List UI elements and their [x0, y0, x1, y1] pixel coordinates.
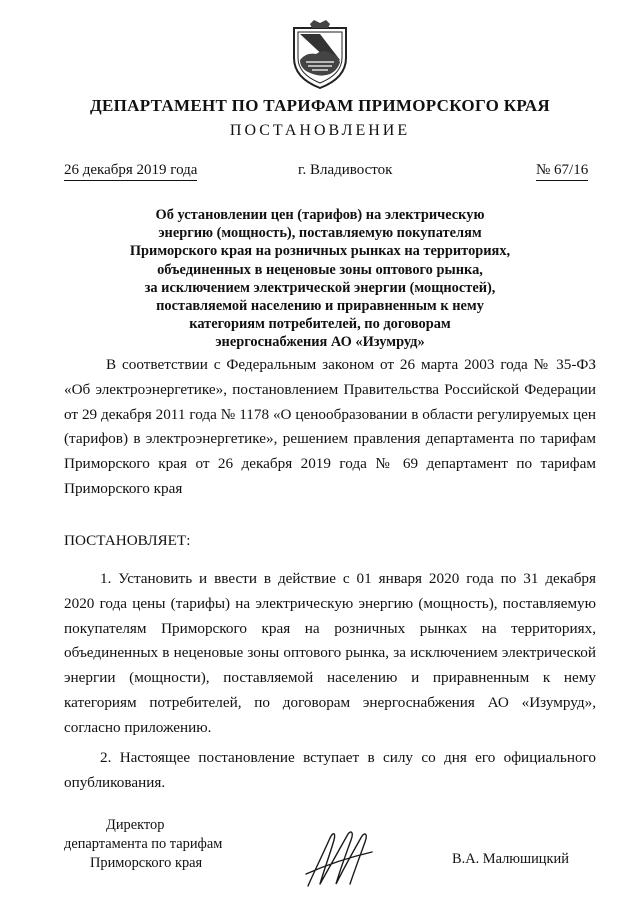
- subject-line: Приморского края на розничных рынках на территориях,: [129, 243, 511, 260]
- paragraph-line: согласно приложению.: [64, 718, 212, 736]
- paragraph-line: В соответствии с Федеральным законом от 26 марта 2003 года № 35-ФЗ: [106, 356, 596, 373]
- document-number: № 67/16: [536, 162, 588, 181]
- signatory-title-line: департамента по тарифам: [64, 836, 223, 852]
- paragraph-line: 1. Установить и ввести в действие с 01 января 2020 года по 31 декабря: [100, 570, 596, 587]
- paragraph-line: Приморского края: [64, 479, 183, 497]
- paragraph-line: объединенных в неценовые зоны оптового рынка, за исключением электрической: [64, 644, 596, 662]
- paragraph-line: энергии (мощности), поставляемой населению и приравненным к нему: [64, 669, 596, 687]
- paragraph-line: 2020 года цены (тарифы) на электрическую энергию (мощность), поставляемую: [64, 594, 596, 612]
- resolution-item-1: [64, 567, 596, 741]
- paragraph-line: от 29 декабря 2011 года № 1178 «О ценообразовании в области регулируемых цен: [64, 405, 596, 423]
- paragraph-line: опубликования.: [64, 773, 166, 791]
- department-title: ДЕПАРТАМЕНТ ПО ТАРИФАМ ПРИМОРСКОГО КРАЯ: [89, 96, 551, 115]
- signatory-title: [64, 816, 244, 873]
- coat-of-arms-icon: [288, 18, 352, 90]
- paragraph-line: (тарифов) в электроэнергетике», решением правления департамента по тарифам: [64, 430, 596, 448]
- subject-line: категориям потребителей, по договорам: [189, 316, 451, 333]
- preamble-paragraph: [64, 353, 596, 502]
- handwritten-signature-icon: [300, 826, 380, 892]
- paragraph-line: Приморского края от 26 декабря 2019 года № 69 департамент по тарифам: [64, 455, 596, 473]
- resolves-heading: ПОСТАНОВЛЯЕТ:: [64, 532, 191, 549]
- document-date: 26 декабря 2019 года: [64, 162, 197, 181]
- resolution-item-2: [64, 746, 596, 796]
- subject-line: энергию (мощность), поставляемую покупателям: [158, 225, 482, 242]
- subject-line: за исключением электрической энергии (мощностей),: [144, 279, 496, 296]
- signatory-name: В.А. Малюшицкий: [452, 851, 569, 867]
- subject-line: поставляемой населению и приравненным к нему: [156, 298, 484, 315]
- document-type: ПОСТАНОВЛЕНИЕ: [229, 122, 411, 139]
- document-subject: [110, 206, 530, 352]
- document-city: г. Владивосток: [298, 162, 393, 178]
- paragraph-line: покупателям Приморского края на розничных рынках на территориях,: [64, 619, 596, 637]
- subject-line: объединенных в неценовые зоны оптового рынка,: [157, 261, 483, 278]
- signatory-title-line: Приморского края: [90, 855, 203, 871]
- paragraph-line: категориям потребителей, по договорам энергоснабжения АО «Изумруд»,: [64, 693, 596, 711]
- signatory-title-line: Директор: [106, 817, 165, 833]
- subject-line: энергоснабжения АО «Изумруд»: [215, 334, 425, 351]
- subject-line: Об установлении цен (тарифов) на электрическую: [155, 207, 485, 223]
- paragraph-line: «Об электроэнергетике», постановлением Правительства Российской Федерации: [64, 380, 596, 398]
- paragraph-line: 2. Настоящее постановление вступает в силу со дня его официального: [100, 749, 596, 766]
